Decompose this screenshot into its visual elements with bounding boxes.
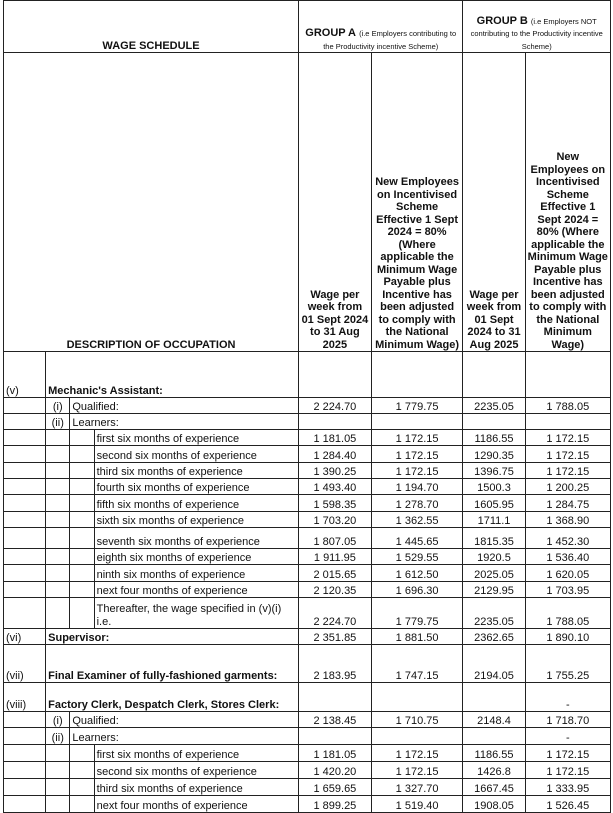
- group-b-new-employee-value: 1 452.30: [525, 528, 610, 549]
- row-sub-number: (i): [46, 398, 70, 414]
- group-a-wage-value: 2 224.70: [299, 598, 372, 629]
- group-b-wage-value: 1186.55: [463, 745, 525, 762]
- indent-cell: [70, 565, 94, 582]
- row-sub-number: [46, 779, 70, 796]
- description-of-occupation-heading: DESCRIPTION OF OCCUPATION: [4, 53, 299, 352]
- occupation-label: seventh six months of experience: [94, 528, 298, 549]
- row-roman-number: [4, 414, 46, 430]
- table-row: [4, 414, 611, 430]
- row-sub-number: [46, 796, 70, 813]
- group-b-wage-value: 2129.95: [463, 582, 525, 598]
- row-sub-number: [46, 745, 70, 762]
- occupation-label: Factory Clerk, Despatch Clerk, Stores Clerk:: [46, 683, 299, 712]
- row-roman-number: [4, 796, 46, 813]
- row-sub-number: [46, 430, 70, 446]
- group-b-wage-column-heading: Wage per week from 01 Sept 2024 to 31 Aug 2025: [463, 53, 525, 352]
- group-b-new-employee-value: -: [525, 683, 610, 712]
- group-b-new-employee-value: -: [525, 728, 610, 745]
- group-b-wage-value: [463, 352, 525, 398]
- row-sub-number: [46, 528, 70, 549]
- group-a-new-employee-value: 1 194.70: [371, 479, 463, 495]
- group-a-wage-value: [299, 728, 372, 745]
- row-sub-number: [46, 446, 70, 463]
- occupation-label: fourth six months of experience: [94, 479, 298, 495]
- group-a-new-employee-value: 1 529.55: [371, 549, 463, 565]
- group-b-wage-value: 1711.1: [463, 512, 525, 528]
- group-b-wage-value: 1815.35: [463, 528, 525, 549]
- occupation-label: Learners:: [70, 728, 299, 745]
- group-b-wage-value: 1605.95: [463, 495, 525, 512]
- table-row: [4, 495, 611, 512]
- table-row: [4, 463, 611, 479]
- group-a-new-employee-value: 1 445.65: [371, 528, 463, 549]
- occupation-label: Supervisor:: [46, 629, 299, 645]
- group-b-new-employee-value: 1 536.40: [525, 549, 610, 565]
- row-roman-number: [4, 512, 46, 528]
- group-a-wage-value: 1 899.25: [299, 796, 372, 813]
- group-b-wage-value: 2148.4: [463, 712, 525, 728]
- group-b-new-employee-value: [525, 414, 610, 430]
- group-a-new-employee-value: 1 172.15: [371, 745, 463, 762]
- occupation-label: Final Examiner of fully-fashioned garments:: [46, 645, 299, 683]
- group-b-new-employee-value: 1 718.70: [525, 712, 610, 728]
- group-a-new-employee-value: [371, 414, 463, 430]
- group-b-title: GROUP B: [476, 14, 528, 27]
- group-b-wage-value: 1667.45: [463, 779, 525, 796]
- row-sub-number: (ii): [46, 414, 70, 430]
- group-b-wage-value: 2235.05: [463, 598, 525, 629]
- occupation-label: second six months of experience: [94, 762, 298, 779]
- row-roman-number: [4, 779, 46, 796]
- group-b-new-employees-column-heading: New Employees on Incentivised Scheme Effective 1 Sept 2024 = 80% (Where applicable the Minimum Wage Payable plus Incentive has been adjusted to comply with the National Minimum Wage): [525, 53, 610, 352]
- group-a-new-employee-value: 1 278.70: [371, 495, 463, 512]
- row-roman-number: (vii): [4, 645, 46, 683]
- table-row: [4, 446, 611, 463]
- occupation-label: Mechanic's Assistant:: [46, 352, 299, 398]
- row-roman-number: [4, 762, 46, 779]
- group-a-wage-value: 2 351.85: [299, 629, 372, 645]
- group-a-wage-value: 1 703.20: [299, 512, 372, 528]
- row-roman-number: (v): [4, 352, 46, 398]
- occupation-label: eighth six months of experience: [94, 549, 298, 565]
- indent-cell: [70, 762, 94, 779]
- group-b-new-employee-value: 1 620.05: [525, 565, 610, 582]
- occupation-label: second six months of experience: [94, 446, 298, 463]
- row-sub-number: [46, 512, 70, 528]
- table-row: [4, 779, 611, 796]
- row-sub-number: [46, 762, 70, 779]
- table-row: [4, 430, 611, 446]
- group-b-new-employee-value: 1 703.95: [525, 582, 610, 598]
- group-a-new-employee-value: 1 612.50: [371, 565, 463, 582]
- group-a-wage-value: 1 420.20: [299, 762, 372, 779]
- row-roman-number: [4, 549, 46, 565]
- indent-cell: [70, 582, 94, 598]
- group-a-wage-value: 1 659.65: [299, 779, 372, 796]
- group-a-new-employee-value: 1 172.15: [371, 762, 463, 779]
- indent-cell: [70, 528, 94, 549]
- occupation-label: third six months of experience: [94, 463, 298, 479]
- group-a-new-employee-value: [371, 683, 463, 712]
- group-b-wage-value: 1920.5: [463, 549, 525, 565]
- table-row: [4, 398, 611, 414]
- row-roman-number: [4, 565, 46, 582]
- indent-cell: [70, 598, 94, 629]
- occupation-label: first six months of experience: [94, 745, 298, 762]
- occupation-label: next four months of experience: [94, 582, 298, 598]
- group-b-new-employee-value: 1 172.15: [525, 762, 610, 779]
- group-a-wage-value: 1 598.35: [299, 495, 372, 512]
- group-a-new-employee-value: 1 710.75: [371, 712, 463, 728]
- row-roman-number: [4, 582, 46, 598]
- group-a-wage-value: 1 181.05: [299, 745, 372, 762]
- group-b-new-employee-value: [525, 352, 610, 398]
- group-a-wage-value: 2 183.95: [299, 645, 372, 683]
- table-row: [4, 549, 611, 565]
- table-row: [4, 565, 611, 582]
- group-b-new-employee-value: 1 890.10: [525, 629, 610, 645]
- group-a-new-employees-column-heading: New Employees on Incentivised Scheme Effective 1 Sept 2024 = 80% (Where applicable the Minimum Wage Payable plus Incentive has been adjusted to comply with the National Minimum Wage): [371, 53, 463, 352]
- group-b-wage-value: 1908.05: [463, 796, 525, 813]
- table-row: [4, 352, 611, 398]
- group-b-new-employee-value: 1 172.15: [525, 463, 610, 479]
- row-roman-number: [4, 745, 46, 762]
- indent-cell: [70, 479, 94, 495]
- group-a-header: [299, 1, 463, 53]
- row-sub-number: [46, 582, 70, 598]
- wage-schedule-table: [3, 0, 611, 813]
- group-b-new-employee-value: 1 755.25: [525, 645, 610, 683]
- group-a-wage-value: 1 181.05: [299, 430, 372, 446]
- table-row: [4, 796, 611, 813]
- occupation-label: sixth six months of experience: [94, 512, 298, 528]
- group-b-wage-value: 2362.65: [463, 629, 525, 645]
- group-b-wage-value: 1500.3: [463, 479, 525, 495]
- row-roman-number: [4, 495, 46, 512]
- group-a-wage-column-heading: Wage per week from 01 Sept 2024 to 31 Aug 2025: [299, 53, 372, 352]
- table-row: [4, 582, 611, 598]
- group-a-wage-value: 1 493.40: [299, 479, 372, 495]
- group-b-new-employee-value: 1 333.95: [525, 779, 610, 796]
- group-a-wage-value: 1 284.40: [299, 446, 372, 463]
- occupation-label: Qualified:: [70, 398, 299, 414]
- group-b-new-employee-value: 1 368.90: [525, 512, 610, 528]
- occupation-label: Qualified:: [70, 712, 299, 728]
- group-a-new-employee-value: 1 519.40: [371, 796, 463, 813]
- row-roman-number: [4, 712, 46, 728]
- group-a-new-employee-value: 1 327.70: [371, 779, 463, 796]
- indent-cell: [70, 446, 94, 463]
- row-roman-number: (viii): [4, 683, 46, 712]
- occupation-label: third six months of experience: [94, 779, 298, 796]
- row-roman-number: [4, 728, 46, 745]
- group-b-wage-value: 1290.35: [463, 446, 525, 463]
- table-row: [4, 728, 611, 745]
- group-a-new-employee-value: 1 172.15: [371, 430, 463, 446]
- row-sub-number: [46, 549, 70, 565]
- group-a-wage-value: [299, 414, 372, 430]
- group-a-note: (i.e Employers contributing to the Productivity incentive Scheme): [323, 29, 457, 51]
- group-b-wage-value: 1186.55: [463, 430, 525, 446]
- row-roman-number: [4, 430, 46, 446]
- group-b-new-employee-value: 1 172.15: [525, 430, 610, 446]
- occupation-label: next four months of experience: [94, 796, 298, 813]
- occupation-label: Learners:: [70, 414, 299, 430]
- group-a-title: GROUP A: [305, 27, 356, 39]
- group-a-new-employee-value: [371, 352, 463, 398]
- group-b-header: [463, 1, 611, 53]
- group-b-new-employee-value: 1 200.25: [525, 479, 610, 495]
- indent-cell: [70, 779, 94, 796]
- table-row: [4, 762, 611, 779]
- row-roman-number: [4, 463, 46, 479]
- table-row: [4, 528, 611, 549]
- group-a-new-employee-value: 1 172.15: [371, 446, 463, 463]
- row-sub-number: (ii): [46, 728, 70, 745]
- row-sub-number: (i): [46, 712, 70, 728]
- indent-cell: [70, 512, 94, 528]
- row-roman-number: [4, 598, 46, 629]
- indent-cell: [70, 549, 94, 565]
- row-sub-number: [46, 463, 70, 479]
- group-a-new-employee-value: [371, 728, 463, 745]
- row-roman-number: [4, 479, 46, 495]
- group-a-wage-value: 2 120.35: [299, 582, 372, 598]
- group-a-new-employee-value: 1 696.30: [371, 582, 463, 598]
- row-sub-number: [46, 479, 70, 495]
- group-b-new-employee-value: 1 788.05: [525, 598, 610, 629]
- row-roman-number: [4, 446, 46, 463]
- group-b-new-employee-value: 1 788.05: [525, 398, 610, 414]
- group-a-new-employee-value: 1 362.55: [371, 512, 463, 528]
- table-row: [4, 479, 611, 495]
- group-b-wage-value: [463, 414, 525, 430]
- indent-cell: [70, 463, 94, 479]
- group-a-wage-value: 1 390.25: [299, 463, 372, 479]
- group-a-new-employee-value: 1 881.50: [371, 629, 463, 645]
- table-row: [4, 745, 611, 762]
- row-roman-number: (vi): [4, 629, 46, 645]
- group-b-wage-value: [463, 728, 525, 745]
- row-roman-number: [4, 398, 46, 414]
- table-row: [4, 683, 611, 712]
- row-sub-number: [46, 495, 70, 512]
- group-a-wage-value: [299, 352, 372, 398]
- group-b-wage-value: 2025.05: [463, 565, 525, 582]
- group-a-wage-value: 2 224.70: [299, 398, 372, 414]
- table-row: [4, 512, 611, 528]
- wage-schedule-title: WAGE SCHEDULE: [4, 1, 299, 53]
- row-sub-number: [46, 598, 70, 629]
- group-a-wage-value: 1 807.05: [299, 528, 372, 549]
- row-sub-number: [46, 565, 70, 582]
- group-b-new-employee-value: 1 172.15: [525, 745, 610, 762]
- row-roman-number: [4, 528, 46, 549]
- group-b-new-employee-value: 1 526.45: [525, 796, 610, 813]
- occupation-label: Thereafter, the wage specified in (v)(i) i.e.: [94, 598, 298, 629]
- occupation-label: ninth six months of experience: [94, 565, 298, 582]
- group-b-wage-value: 2194.05: [463, 645, 525, 683]
- indent-cell: [70, 430, 94, 446]
- group-a-new-employee-value: 1 779.75: [371, 398, 463, 414]
- group-a-new-employee-value: 1 172.15: [371, 463, 463, 479]
- indent-cell: [70, 495, 94, 512]
- occupation-label: first six months of experience: [94, 430, 298, 446]
- group-b-wage-value: 1426.8: [463, 762, 525, 779]
- group-a-wage-value: [299, 683, 372, 712]
- group-a-wage-value: 2 015.65: [299, 565, 372, 582]
- group-b-note: (i.e Employers NOT contributing to the Productivity incentive Scheme): [470, 16, 603, 51]
- indent-cell: [70, 745, 94, 762]
- group-b-new-employee-value: 1 172.15: [525, 446, 610, 463]
- group-b-wage-value: 1396.75: [463, 463, 525, 479]
- table-row: [4, 629, 611, 645]
- group-b-new-employee-value: 1 284.75: [525, 495, 610, 512]
- group-a-new-employee-value: 1 779.75: [371, 598, 463, 629]
- indent-cell: [70, 796, 94, 813]
- occupation-label: fifth six months of experience: [94, 495, 298, 512]
- group-b-wage-value: [463, 683, 525, 712]
- table-row: [4, 598, 611, 629]
- table-row: [4, 712, 611, 728]
- group-a-wage-value: 2 138.45: [299, 712, 372, 728]
- group-a-new-employee-value: 1 747.15: [371, 645, 463, 683]
- group-a-wage-value: 1 911.95: [299, 549, 372, 565]
- table-row: [4, 645, 611, 683]
- group-b-wage-value: 2235.05: [463, 398, 525, 414]
